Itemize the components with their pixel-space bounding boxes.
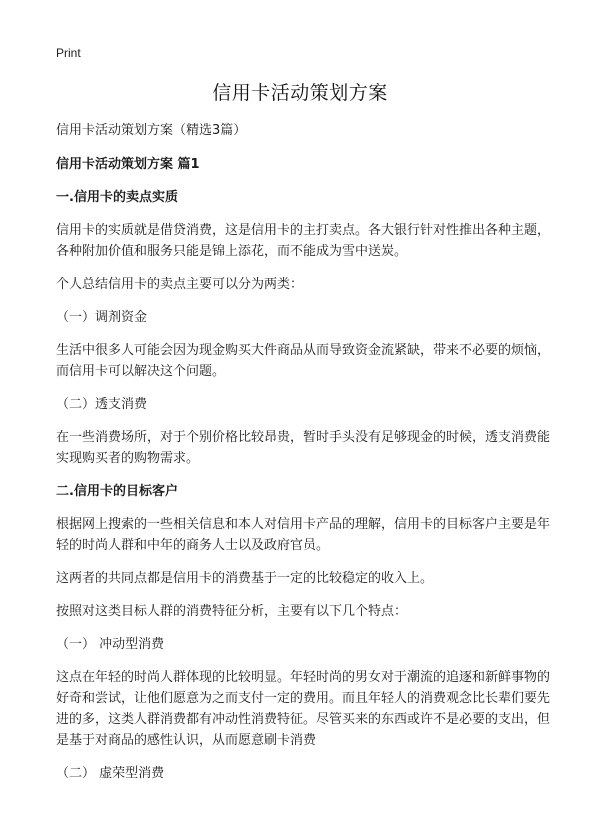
section-2-paragraph-4: 这点在年轻的时尚人群体现的比较明显。年轻时尚的男女对于潮流的追逐和新鲜事物的好奇和尝试，让他们愿意为之而支付一定的费用。而且年轻人的消费观念比长辈们要先进的多，这类人群消费都有冲动性消费特征。尽管买来的东西或许不是必要的支出，但是基于对商品的感性认识，从而愿意刷卡消费 (56, 670, 551, 748)
page-title: 信用卡活动策划方案 (212, 82, 388, 104)
section-1-heading: 一.信用卡的卖点实质 (56, 190, 178, 205)
section-1-paragraph-1: 信用卡的实质就是借贷消费，这是信用卡的主打卖点。各大银行针对性推出各种主题，各种附加价值和服务只能是锦上添花，而不能成为雪中送炭。 (56, 223, 551, 259)
section-2-subheading-2: （二） 虚荣型消费 (56, 766, 165, 781)
section-1-subheading-2: （二）透支消费 (56, 397, 148, 412)
section-2-paragraph-3: 按照对这类目标人群的消费特征分析，主要有以下几个特点： (56, 604, 408, 619)
section-1-paragraph-3: 生活中很多人可能会因为现金购买大件商品从而导致资金流紧缺，带来不必要的烦恼，而信用卡可以解决这个问题。 (56, 343, 551, 379)
section-1-paragraph-4: 在一些消费场所，对于个别价格比较昂贵，暂时手头没有足够现金的时候，透支消费能实现购买者的购物需求。 (56, 430, 551, 466)
section-1-paragraph-2: 个人总结信用卡的卖点主要可以分为两类： (56, 277, 304, 292)
document-body (56, 120, 550, 796)
section-2-heading: 二.信用卡的目标客户 (56, 484, 178, 499)
section-2-subheading-1: （一） 冲动型消费 (56, 637, 165, 652)
print-label: Print (56, 46, 81, 60)
document-subtitle: 信用卡活动策划方案（精选3篇） (56, 123, 247, 138)
section-1-subheading-1: （一）调剂资金 (56, 310, 148, 325)
section-2-paragraph-2: 这两者的共同点都是信用卡的消费基于一定的比较稳定的收入上。 (56, 571, 434, 586)
section-2-paragraph-1: 根据网上搜索的一些相关信息和本人对信用卡产品的理解，信用卡的目标客户主要是年轻的时尚人群和中年的商务人士以及政府官员。 (56, 517, 551, 553)
article-heading: 信用卡活动策划方案 篇1 (56, 157, 200, 172)
